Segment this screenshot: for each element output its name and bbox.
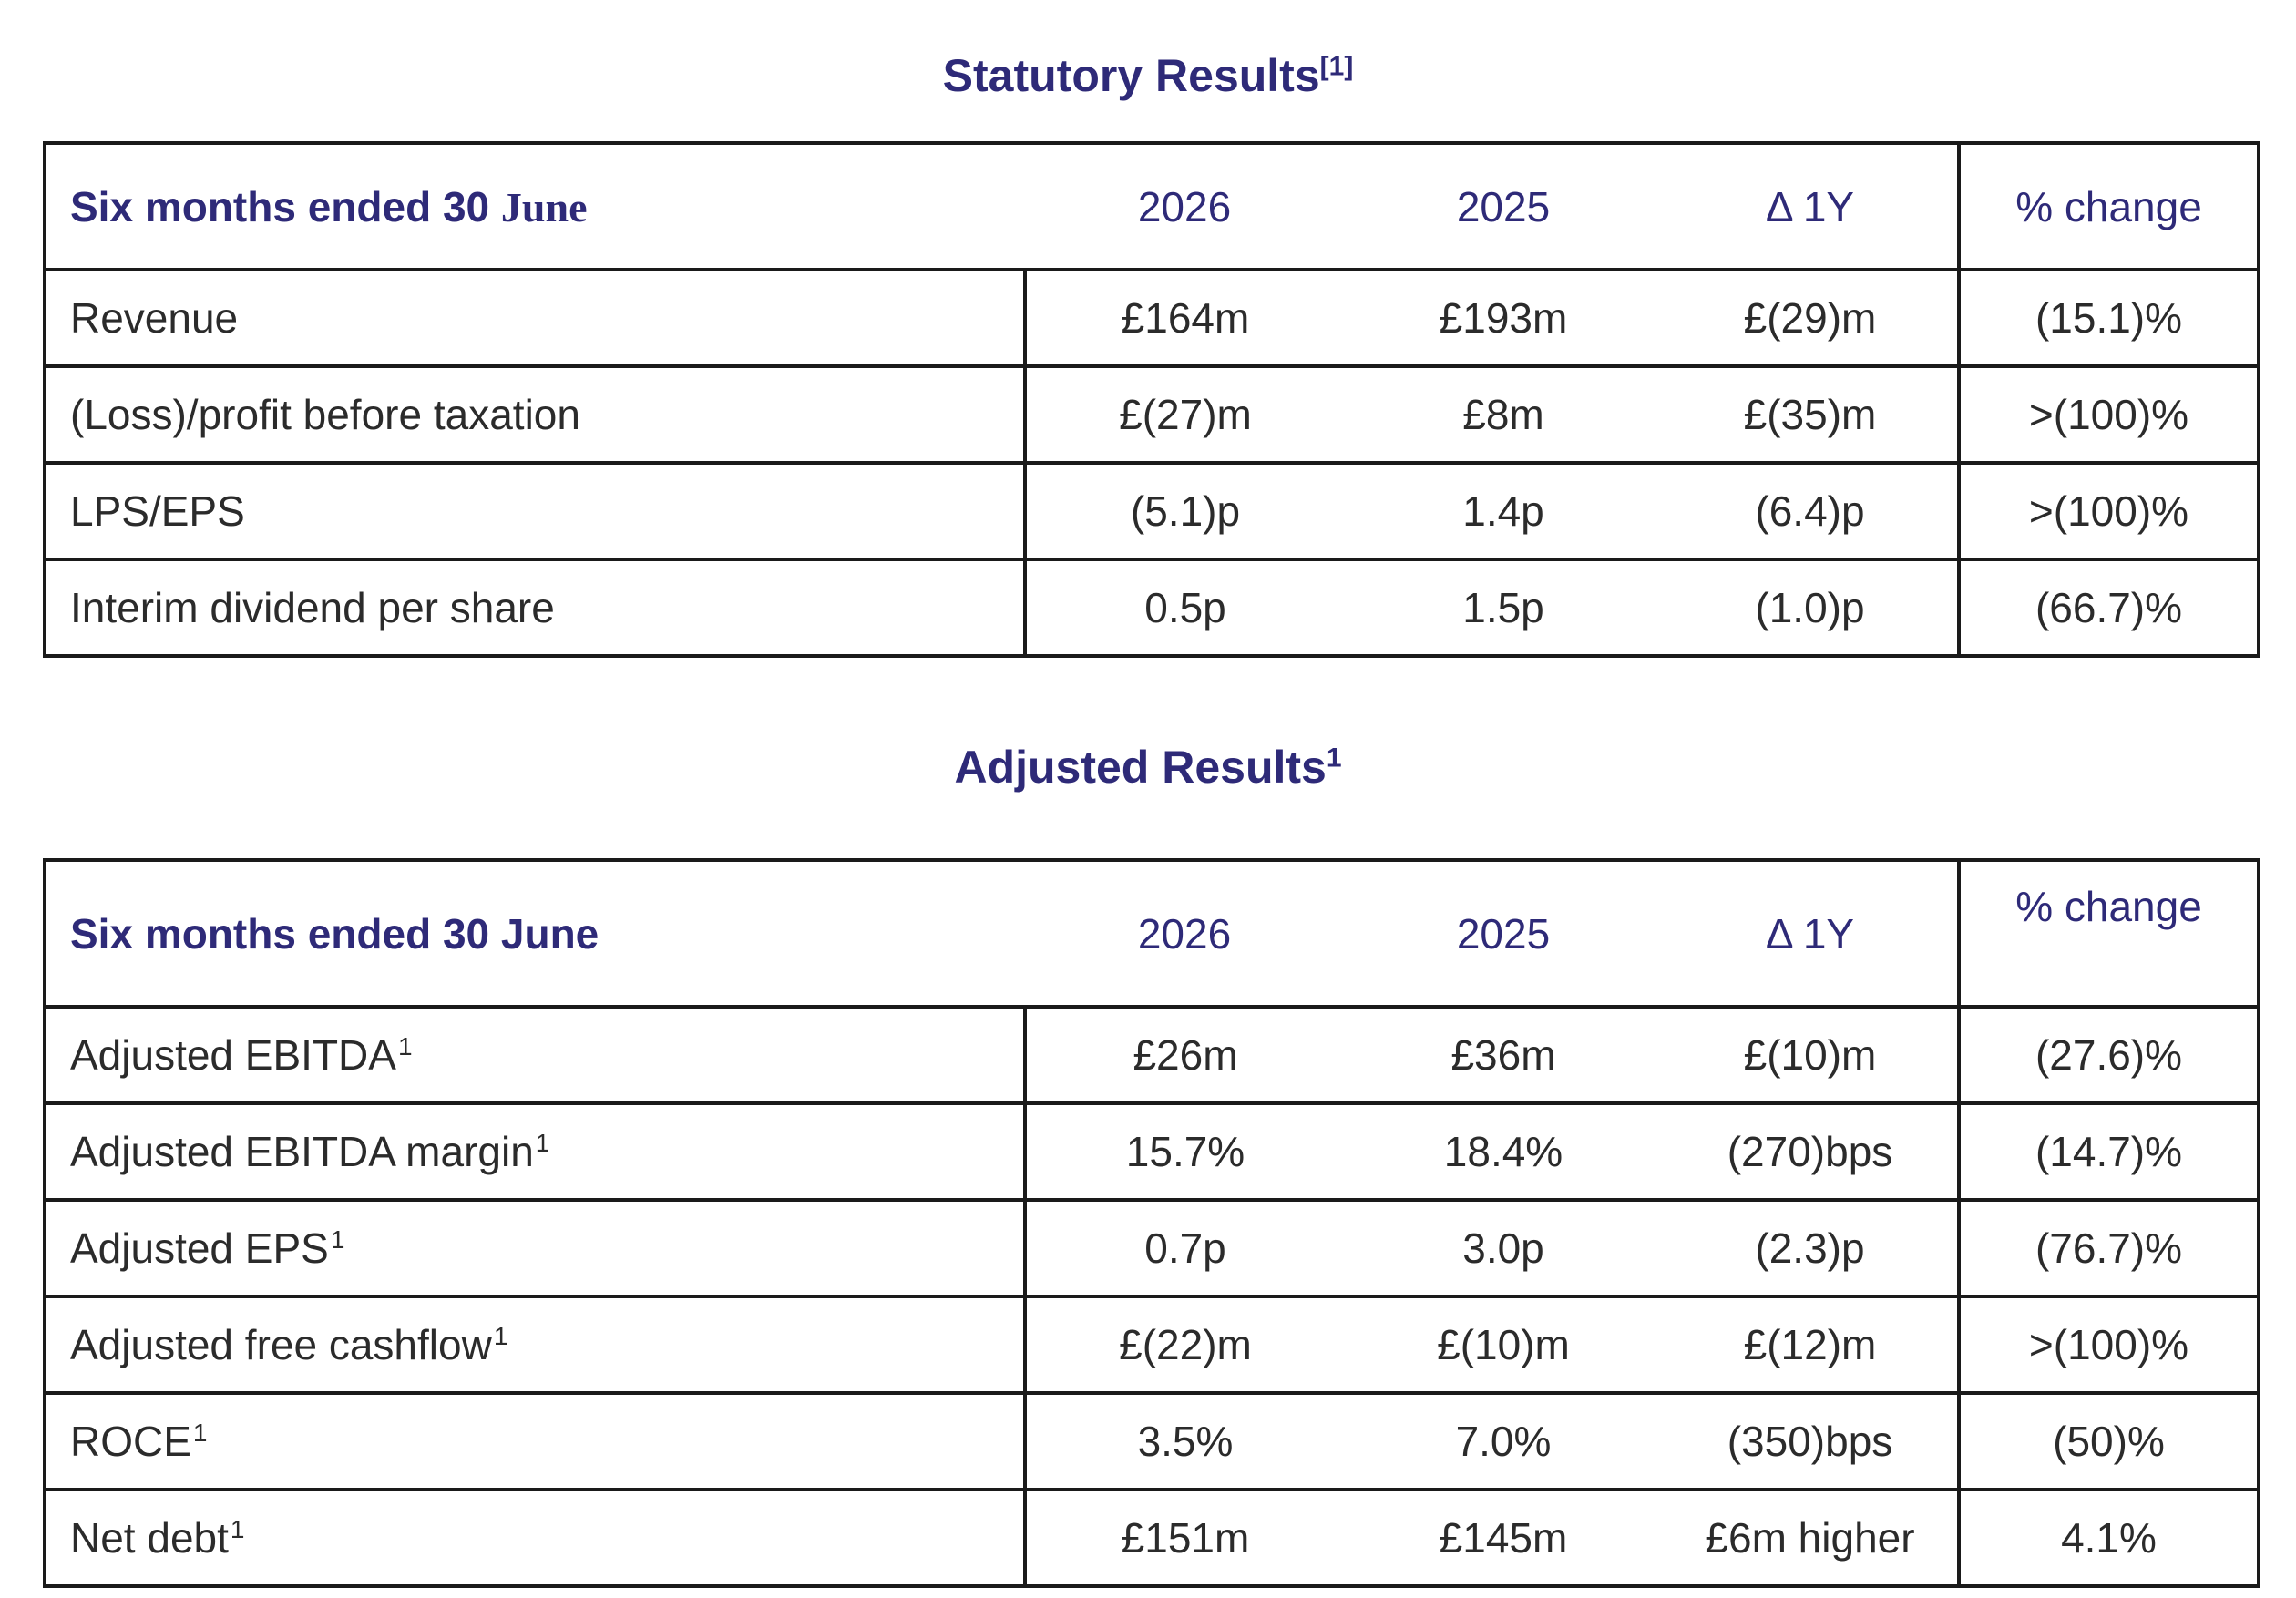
footnote-marker: 1 [192,1418,208,1447]
statutory-results-title-note: [1] [1319,51,1354,82]
value-2025: 3.0p [1344,1200,1663,1296]
adjusted-results-title [0,742,2296,793]
row-label [45,1296,1025,1393]
value-2026: 3.5% [1025,1393,1344,1490]
value-pct-change: (66.7)% [1959,559,2259,656]
value-pct-change: (50)% [1959,1393,2259,1490]
value-delta: (6.4)p [1663,463,1959,559]
value-delta: £(29)m [1663,270,1959,366]
adjusted-header-2025: 2025 [1344,860,1663,1007]
statutory-header-row [45,143,2259,270]
value-delta: £(10)m [1663,1007,1959,1103]
adjusted-header-pct: % change [1959,860,2259,1007]
value-2026: 0.5p [1144,584,1226,631]
value-2026: (5.1)p [1025,463,1344,559]
value-2026: £(22)m [1025,1296,1344,1393]
footnote-marker: 1 [397,1031,413,1060]
value-delta: £(12)m [1663,1296,1959,1393]
row-label-text: Net debt [70,1514,229,1562]
value-2026: £(27)m [1025,366,1344,463]
value-pct-change: (27.6)% [1959,1007,2259,1103]
value-delta: (270)bps [1663,1103,1959,1200]
value-2026: 15.7% [1025,1103,1344,1200]
table-row [45,1393,2259,1490]
adjusted-results-title-text: Adjusted Results [954,742,1327,793]
table-row [45,559,2259,656]
value-2026: £151m [1121,1514,1250,1562]
value-delta: £(35)m [1663,366,1959,463]
footnote-marker: 1 [535,1128,550,1157]
row-label-text: Adjusted EPS [70,1224,329,1272]
footnote-marker: 1 [330,1224,345,1254]
table-row [45,1103,2259,1200]
statutory-header-pct: % change [1959,143,2259,270]
row-label: Interim dividend per share [45,559,1025,656]
value-2025: 1.4p [1344,463,1663,559]
value-pct-change: 4.1% [1959,1490,2259,1586]
value-pct-change: >(100)% [1959,463,2259,559]
statutory-header-label-prefix: Six months ended 30 [70,182,490,230]
statutory-header-label [45,143,1025,270]
adjusted-results-table [43,858,2260,1588]
adjusted-header-2026: 2026 [1025,860,1344,1007]
adjusted-header-row [45,860,2259,1007]
value-2025: £193m [1344,270,1663,366]
statutory-header-2026: 2026 [1025,143,1344,270]
value-delta: (350)bps [1663,1393,1959,1490]
value-pct-change: (14.7)% [1959,1103,2259,1200]
table-row [45,1296,2259,1393]
adjusted-header-delta: Δ 1Y [1663,860,1959,1007]
value-2025: 7.0% [1344,1393,1663,1490]
row-label-text: Adjusted EBITDA margin [70,1128,534,1175]
value-2025: £(10)m [1344,1296,1663,1393]
table-row [45,270,2259,366]
value-2025: £36m [1344,1007,1663,1103]
statutory-header-delta: Δ 1Y [1663,143,1959,270]
value-delta: £6m higher [1705,1514,1915,1562]
row-label: Revenue [45,270,1025,366]
row-label: (Loss)/profit before taxation [45,366,1025,463]
statutory-results-title [0,50,2296,101]
row-label: LPS/EPS [45,463,1025,559]
value-2026: £164m [1025,270,1344,366]
table-row [45,1490,2259,1586]
row-label [45,1490,1025,1586]
value-2025: 1.5p [1462,584,1544,631]
row-label [45,1393,1025,1490]
statutory-results-title-text: Statutory Results [942,50,1320,101]
row-label [45,1200,1025,1296]
value-2025: £8m [1344,366,1663,463]
value-pct-change: (15.1)% [1959,270,2259,366]
table-row [45,1200,2259,1296]
value-delta: (1.0)p [1755,584,1865,631]
value-2025: 18.4% [1344,1103,1663,1200]
value-pct-change: (76.7)% [1959,1200,2259,1296]
table-row [45,366,2259,463]
value-pct-change: >(100)% [1959,1296,2259,1393]
row-label [45,1103,1025,1200]
row-label-text: Adjusted EBITDA [70,1031,396,1079]
footnote-marker: 1 [493,1321,508,1350]
footnote-marker: 1 [230,1514,245,1543]
row-label-text: ROCE [70,1418,191,1465]
adjusted-header-label: Six months ended 30 June [45,860,1025,1007]
value-2025: £145m [1439,1514,1568,1562]
value-2026: 0.7p [1025,1200,1344,1296]
statutory-header-label-suffix: June [500,183,588,230]
table-row [45,463,2259,559]
row-label-text: Adjusted free cashflow [70,1321,492,1368]
value-2026: £26m [1025,1007,1344,1103]
value-delta: (2.3)p [1663,1200,1959,1296]
statutory-header-2025: 2025 [1344,143,1663,270]
statutory-results-table [43,141,2260,658]
table-row [45,1007,2259,1103]
row-label [45,1007,1025,1103]
adjusted-results-title-note: 1 [1326,743,1342,773]
value-pct-change: >(100)% [1959,366,2259,463]
